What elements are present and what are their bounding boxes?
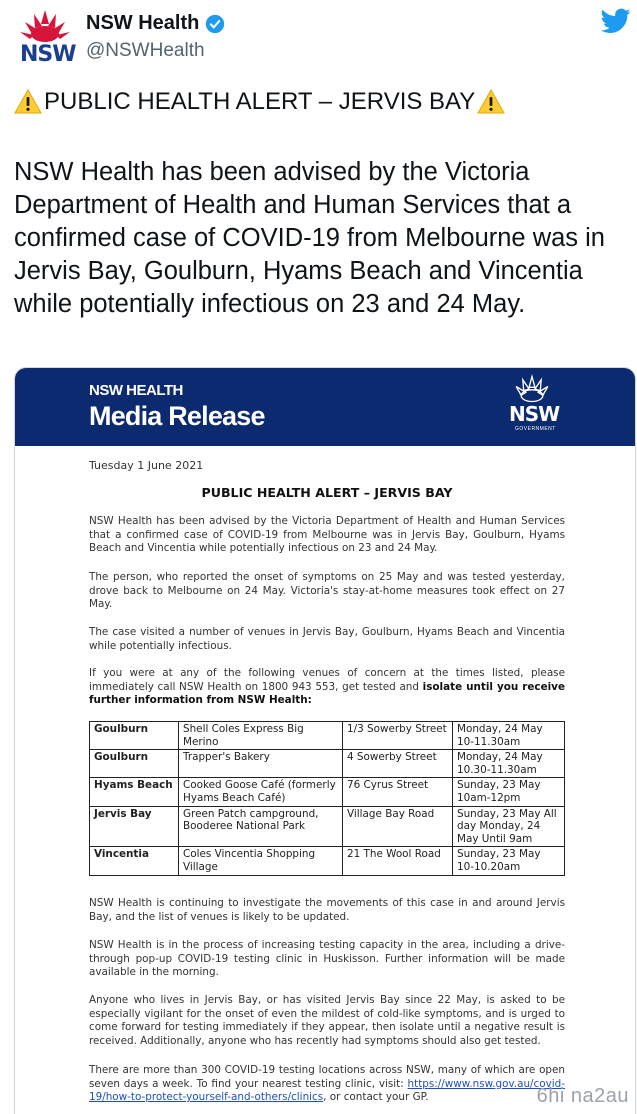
venue-name: Shell Coles Express Big Merino xyxy=(179,722,343,750)
venue-time: Sunday, 23 May 10am-12pm xyxy=(453,778,565,806)
release-paragraph-8 xyxy=(89,1064,565,1105)
doc-logo-subtitle: GOVERNMENT xyxy=(515,426,556,432)
venue-place: Hyams Beach xyxy=(90,778,179,806)
release-title: PUBLIC HEALTH ALERT – JERVIS BAY xyxy=(201,485,453,500)
release-paragraph-7: Anyone who lives in Jervis Bay, or has visited Jervis Bay since 22 May, is asked to be especially vigilant for the onset of even the mildest of cold-like symptoms, and is urged to come forward for testing immediately if they appear, then isolate until a negative result is received. Additionally, anyone who has recently had symptoms should also get tested. xyxy=(89,994,565,1047)
venue-time: Sunday, 23 May All day Monday, 24 May Until 9am xyxy=(453,806,565,847)
release-paragraph-4 xyxy=(89,667,565,708)
nsw-waratah-logo[interactable] xyxy=(14,8,76,66)
warning-icon xyxy=(477,88,505,116)
testing-clinics-link[interactable]: https://www.nsw.gov.au/covid-19/how-to-protect-yourself-and-others/clinics xyxy=(89,1077,565,1103)
media-release-banner xyxy=(15,368,636,446)
venue-row xyxy=(90,750,565,778)
paragraph-8-tail: , or contact your GP. xyxy=(323,1091,429,1103)
release-kind: Media Release xyxy=(89,401,265,431)
account-name-text: NSW Health xyxy=(86,12,200,34)
venue-row xyxy=(90,722,565,750)
nsw-government-logo xyxy=(503,374,561,438)
twitter-bird-icon[interactable] xyxy=(601,8,631,34)
release-paragraph-1: NSW Health has been advised by the Victoria Department of Health and Human Services that a confirmed case of COVID-19 from Melbourne was in Jervis Bay, Goulburn, Hyams Beach and Vincentia while potentially infectious on 23 and 24 May. xyxy=(89,515,565,554)
account-handle[interactable]: @NSWHealth xyxy=(86,40,205,61)
tweet-header xyxy=(0,0,637,80)
release-paragraph-2: The person, who reported the onset of symptoms on 25 May and was tested yesterday, drove back to Melbourne on 24 May. Victoria's stay-at-home measures took effect on 27 May. xyxy=(89,571,565,610)
venue-place: Jervis Bay xyxy=(90,806,179,847)
venue-address: Village Bay Road xyxy=(343,806,453,847)
venue-place: Goulburn xyxy=(90,722,179,750)
venue-address: 76 Cyrus Street xyxy=(343,778,453,806)
release-org: NSW HEALTH xyxy=(89,382,183,399)
release-date: Tuesday 1 June 2021 xyxy=(89,459,204,472)
venues-table xyxy=(89,721,565,876)
venue-address: 21 The Wool Road xyxy=(343,847,453,875)
venue-address: 4 Sowerby Street xyxy=(343,750,453,778)
release-paragraph-3: The case visited a number of venues in Jervis Bay, Goulburn, Hyams Beach and Vincentia while potentially infectious. xyxy=(89,626,565,652)
media-release-image[interactable] xyxy=(14,367,636,1114)
release-paragraph-5: NSW Health is continuing to investigate the movements of this case in and around Jervis Bay, and the list of venues is likely to be updated. xyxy=(89,897,565,923)
release-paragraph-6: NSW Health is in the process of increasing testing capacity in the area, including a drive-through pop-up COVID-19 testing clinic in Huskisson. Further information will be made available in the morning. xyxy=(89,939,565,978)
warning-icon xyxy=(14,88,42,116)
venue-name: Trapper's Bakery xyxy=(179,750,343,778)
venue-address: 1/3 Sowerby Street xyxy=(343,722,453,750)
paragraph-4-emphasis: isolate until you receive further information from NSW Health: xyxy=(89,680,566,706)
venue-name: Green Patch campground, Booderee National Park xyxy=(179,806,343,847)
waratah-flower-icon xyxy=(14,8,76,44)
verified-badge-icon xyxy=(205,14,225,34)
watermark: 6hi na2au xyxy=(536,1085,629,1107)
venue-row xyxy=(90,847,565,875)
venue-place: Goulburn xyxy=(90,750,179,778)
doc-logo-wordmark: NSW xyxy=(509,402,560,426)
venue-place: Vincentia xyxy=(90,847,179,875)
venue-row xyxy=(90,806,565,847)
paragraph-8-text: There are more than 300 COVID-19 testing locations across NSW, many of which are open seven days a week. To find your nearest testing clinic, visit: xyxy=(89,1064,565,1090)
waratah-flower-icon xyxy=(503,374,561,404)
venue-time: Sunday, 23 May 10-10.20am xyxy=(453,847,565,875)
tweet-body-text: NSW Health has been advised by the Victoria Department of Health and Human Services that a confirmed case of COVID-19 from Melbourne was in Jervis Bay, Goulburn, Hyams Beach and Vincentia while potentially infectious on 23 and 24 May. xyxy=(14,158,605,318)
alert-title-text: PUBLIC HEALTH ALERT – JERVIS BAY xyxy=(44,88,476,115)
logo-wordmark: NSW xyxy=(20,42,76,67)
venue-time: Monday, 24 May 10-11.30am xyxy=(453,722,565,750)
venue-name: Cooked Goose Café (formerly Hyams Beach Café) xyxy=(179,778,343,806)
venue-name: Coles Vincentia Shopping Village xyxy=(179,847,343,875)
venue-row xyxy=(90,778,565,806)
account-name[interactable] xyxy=(86,12,225,35)
tweet-alert-title xyxy=(14,88,505,116)
paragraph-4-text: If you were at any of the following venues of concern at the times listed, please immediately call NSW Health on 1800 943 553, get tested and xyxy=(89,667,565,693)
venue-time: Monday, 24 May 10.30-11.30am xyxy=(453,750,565,778)
